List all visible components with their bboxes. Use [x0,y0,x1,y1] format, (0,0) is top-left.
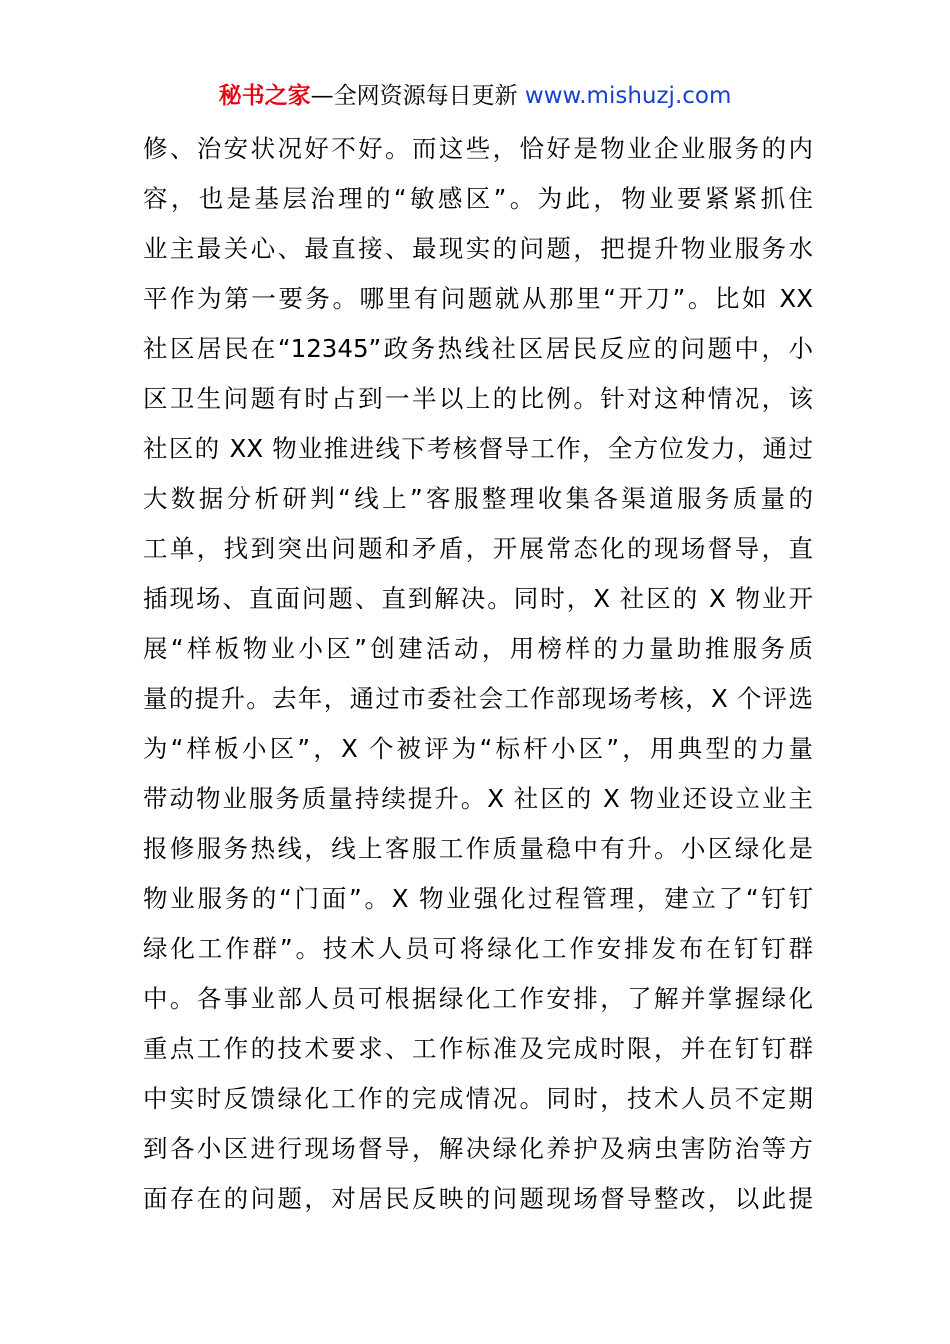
paragraph-line: 修、治安状况好不好。而这些，恰好是物业企业服务的内 [143,134,813,163]
document-body [143,124,813,1224]
paragraph-line: 为“样板小区”，X 个被评为“标杆小区”，用典型的力量 [143,734,813,763]
site-url-link[interactable]: www.mishuzj.com [524,83,732,109]
site-header [0,80,950,112]
paragraph-line: 中实时反馈绿化工作的完成情况。同时，技术人员不定期 [143,1084,813,1113]
paragraph-line: 到各小区进行现场督导，解决绿化养护及病虫害防治等方 [143,1134,813,1163]
paragraph-line: 插现场、直面问题、直到解决。同时，X 社区的 X 物业开 [143,584,813,613]
paragraph-line: 平作为第一要务。哪里有问题就从那里“开刀”。比如 XX [143,284,813,313]
paragraph-line: 带动物业服务质量持续提升。X 社区的 X 物业还设立业主 [143,784,813,813]
paragraph-line: 展“样板物业小区”创建活动，用榜样的力量助推服务质 [143,634,813,663]
paragraph-line: 大数据分析研判“线上”客服整理收集各渠道服务质量的 [143,484,813,513]
paragraph-line: 工单，找到突出问题和矛盾，开展常态化的现场督导，直 [143,534,813,563]
paragraph-line: 绿化工作群”。技术人员可将绿化工作安排发布在钉钉群 [143,934,813,963]
paragraph-line: 区卫生问题有时占到一半以上的比例。针对这种情况，该 [143,384,813,413]
paragraph-line: 面存在的问题，对居民反映的问题现场督导整改，以此提 [143,1184,813,1213]
paragraph-line: 重点工作的技术要求、工作标准及完成时限，并在钉钉群 [143,1034,813,1063]
paragraph-line: 物业服务的“门面”。X 物业强化过程管理，建立了“钉钉 [143,884,813,913]
brand-name: 秘书之家 [218,83,311,109]
paragraph-line: 报修服务热线，线上客服工作质量稳中有升。小区绿化是 [143,834,813,863]
paragraph-line: 社区的 XX 物业推进线下考核督导工作，全方位发力，通过 [143,434,813,463]
paragraph-line: 社区居民在“12345”政务热线社区居民反应的问题中，小 [143,334,813,363]
paragraph-line: 业主最关心、最直接、最现实的问题，把提升物业服务水 [143,234,813,263]
paragraph-line: 容，也是基层治理的“敏感区”。为此，物业要紧紧抓住 [143,184,813,213]
paragraph-line: 量的提升。去年，通过市委社会工作部现场考核，X 个评选 [143,684,813,713]
paragraph-line: 中。各事业部人员可根据绿化工作安排，了解并掌握绿化 [143,984,813,1013]
header-tagline: —全网资源每日更新 [310,83,525,109]
